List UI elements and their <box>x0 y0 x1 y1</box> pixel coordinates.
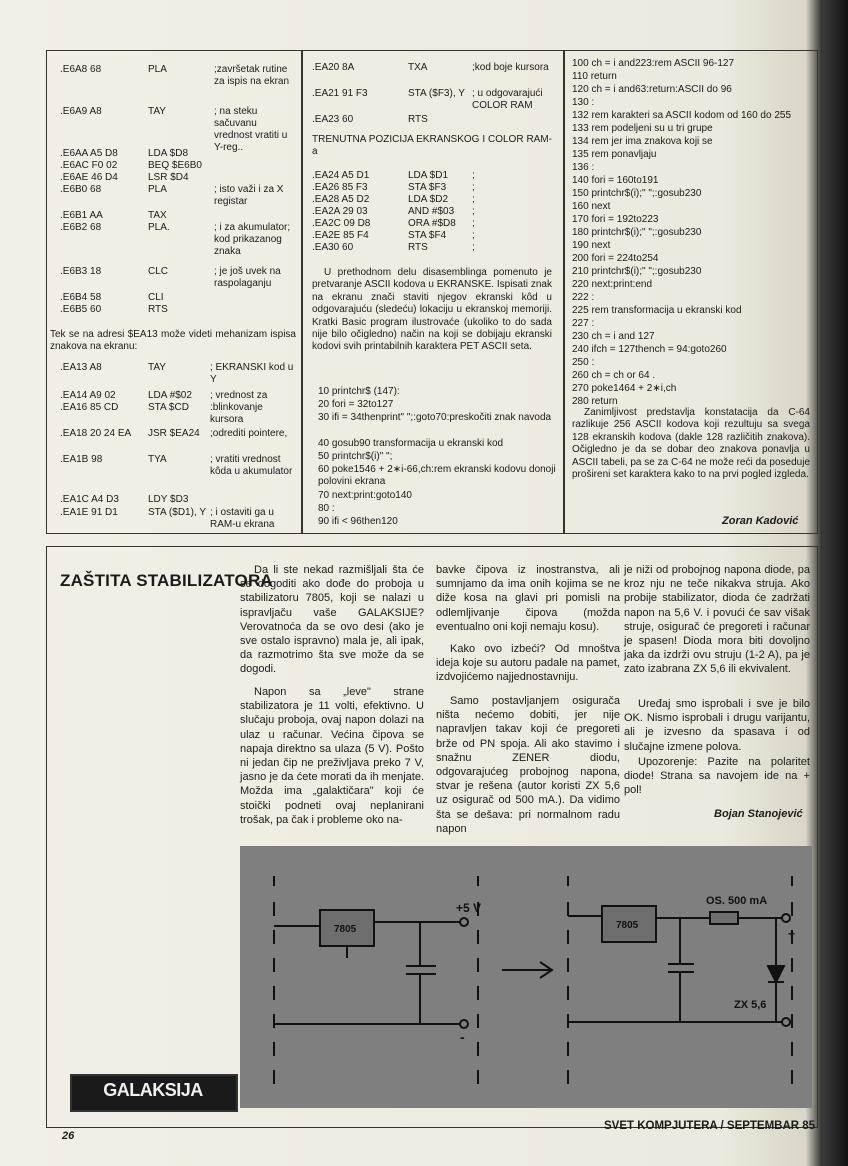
code-line: 190 next <box>572 240 611 251</box>
listing-comment: ; i ostaviti ga u RAM-u ekrana <box>210 507 275 530</box>
listing-opcode: LDA #$02 <box>148 390 192 401</box>
right-paragraph: Zanimljivost predstavlja konstatacija da C-64 razlikuje 256 ASCII kodova koji rezultuju sa svega 128 ekranskih kodova (dakle 128 različitih znakova). Očigledno je da se dobar deo znakova ponavlja u ASCII tabeli, pa se za C-64 ne može reći da poseduje prošireni set karaktera kako to na prvi pogled izgleda. <box>572 407 810 481</box>
article-col2-p2: Kako ovo izbeći? Od mnoštva ideja koje su autoru padale na pamet, izdvojićemo najjednostavniju. <box>436 643 620 684</box>
code-line: 120 ch = i and63:return:ASCII do 96 <box>572 84 732 95</box>
zener-label: ZX 5,6 <box>734 999 767 1011</box>
article-col3-p2: Uređaj smo isprobali i sve je bilo OK. Nismo isprobali i drugu varijantu, ali je izvesno da spasava i od slučajne izmene polova. <box>624 698 810 753</box>
listing-comment: ; na steku sačuvanu vrednost vratiti u Y-reg.. <box>214 106 288 153</box>
code-line: 170 fori = 192to223 <box>572 214 659 225</box>
listing-address: .E6B3 18 <box>60 266 102 277</box>
listing-comment: ; <box>472 218 475 229</box>
listing-address: .E6B4 58 <box>60 292 102 303</box>
magazine-footer: SVET KOMPJUTERA / SEPTEMBAR 85 <box>604 1120 816 1132</box>
listing-opcode: RTS <box>148 304 168 315</box>
listing-comment: ;odrediti pointere, <box>210 428 288 439</box>
listing-opcode: TXA <box>408 62 428 73</box>
listing-comment: ; EKRANSKI kod u Y <box>210 362 294 385</box>
listing-address: .EA21 91 F3 <box>312 88 368 99</box>
code-line: 132 rem karakteri sa ASCII kodom od 160 do 255 <box>572 110 792 121</box>
listing-opcode: RTS <box>408 242 428 253</box>
left-listing-intro: Tek se na adresi $EA13 može videti mehanizam ispisa znakova na ekranu: <box>50 329 296 353</box>
listing-opcode: PLA <box>148 184 167 195</box>
left-listing-rows-1 <box>60 64 296 320</box>
listing-address: .EA1C A4 D3 <box>60 494 119 505</box>
listing-comment: ; <box>472 194 475 205</box>
listing-opcode: PLA <box>148 64 167 75</box>
middle-listing-heading: TRENUTNA POZICIJA EKRANSKOG I COLOR RAM-a <box>312 134 552 157</box>
article-col2-p3: Samo postavljanjem osigurača ništa nećemo dobiti, jer nije napravljen takav koji će pregoreti brže od PN spoja. Ali ako stavimo i snažnu ZENER diodu, odgovarajućeg probojnog napona, stvar je rešena (autor koristi ZX 5,6 uz osigurač od 500 mA.). Da vidimo šta se dešava: pri normalnom radu napon <box>436 695 620 835</box>
listing-address: .E6B5 60 <box>60 304 102 315</box>
listing-opcode: TAY <box>148 362 166 373</box>
listing-address: .EA2C 09 D8 <box>312 218 371 229</box>
code-line: 133 rem podeljeni su u tri grupe <box>572 123 713 134</box>
listing-opcode: BEQ $E6B0 <box>148 160 202 171</box>
listing-address: .EA1E 91 D1 <box>60 507 118 518</box>
listing-opcode: LDA $D2 <box>408 194 449 205</box>
code-line: 136 : <box>572 162 595 173</box>
galaksija-logo-text: GALAKSIJA <box>103 1080 203 1100</box>
listing-comment: ; <box>472 230 475 241</box>
listing-address: .EA26 85 F3 <box>312 182 368 193</box>
left-listing-rows-2 <box>60 362 296 528</box>
code-line: 220 next:print:end <box>572 279 653 290</box>
code-line: 250 : <box>572 357 595 368</box>
listing-address: .E6B0 68 <box>60 184 102 195</box>
listing-comment: ; je još uvek na raspolaganju <box>214 266 281 289</box>
code-line: 110 return <box>572 71 617 82</box>
listing-opcode: JSR $EA24 <box>148 428 200 439</box>
listing-opcode: STA ($F3), Y <box>408 88 465 99</box>
listing-comment: ; vratiti vrednost kôda u akumulator <box>210 454 293 477</box>
code-line: 60 poke1546 + 2∗i-66,ch:rem ekranski kodovu donoji polovini ekrana <box>318 464 556 487</box>
code-line: 222 : <box>572 292 595 303</box>
code-line: 200 fori = 224to254 <box>572 253 659 264</box>
listing-address: .EA14 A9 02 <box>60 390 116 401</box>
listing-address: .E6B2 68 <box>60 222 102 233</box>
fuse-label: OS. 500 mA <box>706 895 768 907</box>
code-line: 260 ch = ch or 64 . <box>572 370 656 381</box>
listing-opcode: ORA #$D8 <box>408 218 456 229</box>
listing-address: .EA16 85 CD <box>60 402 119 413</box>
listing-opcode: TAY <box>148 106 166 117</box>
listing-comment: ; <box>472 170 475 181</box>
article-col2-p1: bavke čipova iz inostranstva, ali sumnjamo da ima onih kojima se ne diže kosa na glavi pri pomisli na odlemljivanje čipova (možda eventualno oni koji nemaju kosu). <box>436 564 620 633</box>
middle-listing-rows-1 <box>312 62 558 132</box>
plus-label: + <box>788 927 796 941</box>
listing-address: .E6AC F0 02 <box>60 160 118 171</box>
listing-opcode: TAX <box>148 210 167 221</box>
code-line: 30 ifi = 34thenprint" ";:goto70:preskočiti znak navoda <box>318 412 552 423</box>
code-line: 135 rem ponavljaju <box>572 149 657 160</box>
listing-comment: ; vrednost za :blinkovanje kursora <box>210 390 268 425</box>
code-line: 240 ifch = 127thench = 94:goto260 <box>572 344 727 355</box>
listing-opcode: STA ($D1), Y <box>148 507 206 518</box>
listing-address: .EA23 60 <box>312 114 354 125</box>
code-line: 50 printchr$(i)" "; <box>318 451 393 462</box>
code-line: 227 : <box>572 318 595 329</box>
basic-listing-2 <box>572 58 812 418</box>
listing-address: .EA2A 29 03 <box>312 206 368 217</box>
code-line: 230 ch = i and 127 <box>572 331 655 342</box>
listing-address: .E6B1 AA <box>60 210 103 221</box>
scan-edge <box>822 0 848 1166</box>
code-line: 90 ifi < 96then120 <box>318 516 398 527</box>
code-line: 130 : <box>572 97 595 108</box>
listing-comment: ; <box>472 206 475 217</box>
article-col1-p1: Da li ste nekad razmišljali šta će se dogoditi ako dođe do proboja u stabilizatoru 7805, koji se nalazi u ispravljaču vaše GALAKSIJE? Verovatnoća da se ovo desi (ako je sve ostalo ispravno) mala je, ali ipak, da razmotrimo šta sve može da se dogodi. <box>240 564 424 676</box>
listing-address: .EA28 A5 D2 <box>312 194 370 205</box>
listing-opcode: RTS <box>408 114 428 125</box>
author-bojan: Bojan Stanojević <box>714 808 803 820</box>
code-line: 70 next:print:goto140 <box>318 490 412 501</box>
article-col3-p1: je niži od probojnog napona diode, pa kroz nju ne teče nikakva struja. Ako probije stabilizator, dioda će zadržati napon na 5,6 V. i povući će sav višak struje, osigurač će pregoreti i računar je spasen! Dioda mora biti dovoljno jaka da izdrži ovu struju (1-2 A), pa je zato izabrana ZX 5,6 ili ekvivalent. <box>624 564 810 676</box>
listing-opcode: AND #$03 <box>408 206 455 217</box>
code-line: 140 fori = 160to191 <box>572 175 659 186</box>
code-line: 134 rem jer ima znakova koji se <box>572 136 713 147</box>
author-zoran: Zoran Kadović <box>722 515 799 527</box>
article-title: ZAŠTITA STABILIZATORA <box>60 571 273 590</box>
code-line: 210 printchr$(i);" ";:gosub230 <box>572 266 702 277</box>
article-col1-p2: Napon sa „leve" strane stabilizatora je 11 volti, efektivno. U slučaju proboja, ovaj napon dolazi na ulaz u računar. Većina čipova se napaja direktno sa ulaza (5 V). Pošto ni jedan čip ne preživljava preko 7 V, jasno je da ćete morati da ih menjate. Možda ima „galaktičara" koji će stoički podneti ovaj neplanirani trošak, pa čak i probleme oko na- <box>240 686 424 826</box>
code-line: 150 printchr$(i);" ";:gosub230 <box>572 188 702 199</box>
middle-paragraph: U prethodnom delu disasemblinga pomenuto je pretvaranje ASCII kodova u EKRANSKE. Ispisati znak na ekranu znači staviti njegov ekranski kôd u odgovarajuću (sledeću) lokaciju u ekranskoj memoriji. Kratki Basic program ilustrovaće (ukoliko to do sada nije bilo očigledno) način na koji se dobijaju ekranski kodovi svih printabilnih karaktera PET ASCII seta. <box>312 267 552 353</box>
code-line: 180 printchr$(i);" ";:gosub230 <box>572 227 702 238</box>
code-line: 40 gosub90 transformacija u ekranski kod <box>318 438 504 449</box>
page-number: 26 <box>62 1130 75 1142</box>
middle-listing-rows-2 <box>312 170 558 260</box>
listing-comment: ; u odgovarajući COLOR RAM <box>472 88 543 111</box>
listing-address: .EA24 A5 D1 <box>312 170 370 181</box>
listing-opcode: LDY $D3 <box>148 494 189 505</box>
listing-opcode: CLC <box>148 266 169 277</box>
listing-address: .EA30 60 <box>312 242 354 253</box>
listing-comment: ;kod boje kursora <box>472 62 549 73</box>
listing-comment: ; isto važi i za X registar <box>214 184 284 207</box>
listing-address: .EA20 8A <box>312 62 355 73</box>
listing-address: .E6A9 A8 <box>60 106 102 117</box>
right-chip-label: 7805 <box>616 920 639 931</box>
listing-opcode: CLI <box>148 292 164 303</box>
listing-address: .E6AE 46 D4 <box>60 172 118 183</box>
listing-address: .EA18 20 24 EA <box>60 428 132 439</box>
code-line: 100 ch = i and223:rem ASCII 96-127 <box>572 58 735 69</box>
listing-address: .EA2E 85 F4 <box>312 230 369 241</box>
circuit-diagram <box>240 846 812 1108</box>
listing-address: .E6A8 68 <box>60 64 102 75</box>
basic-listing-1 <box>318 386 556 532</box>
listing-opcode: STA $CD <box>148 402 189 413</box>
listing-opcode: LDA $D1 <box>408 170 449 181</box>
code-line: 270 poke1464 + 2∗i,ch <box>572 383 677 394</box>
left-chip-label: 7805 <box>334 924 357 935</box>
listing-opcode: LSR $D4 <box>148 172 189 183</box>
listing-comment: ; i za akumulator; kod prikazanog znaka <box>214 222 291 257</box>
listing-opcode: STA $F4 <box>408 230 447 241</box>
listing-address: .EA1B 98 <box>60 454 103 465</box>
listing-comment: ; <box>472 182 475 193</box>
code-line: 280 return <box>572 396 618 407</box>
code-line: 160 next <box>572 201 611 212</box>
code-line: 80 : <box>318 503 335 514</box>
listing-opcode: STA $F3 <box>408 182 447 193</box>
minus-label: - <box>460 1029 465 1045</box>
listing-opcode: TYA <box>148 454 167 465</box>
listing-address: .E6AA A5 D8 <box>60 148 118 159</box>
code-line: 225 rem transformacija u ekranski kod <box>572 305 742 316</box>
voltage-label: +5 V <box>456 901 482 915</box>
listing-opcode: PLA. <box>148 222 170 233</box>
code-line: 10 printchr$ (147): <box>318 386 400 397</box>
code-line: 20 fori = 32to127 <box>318 399 394 410</box>
listing-address: .EA13 A8 <box>60 362 102 373</box>
listing-comment: ;završetak rutine za ispis na ekran <box>214 64 290 87</box>
listing-comment: ; <box>472 242 475 253</box>
listing-opcode: LDA $D8 <box>148 148 189 159</box>
article-col3-p3: Upozorenje: Pazite na polaritet diode! Strana sa navojem ide na + pol! <box>624 756 810 797</box>
